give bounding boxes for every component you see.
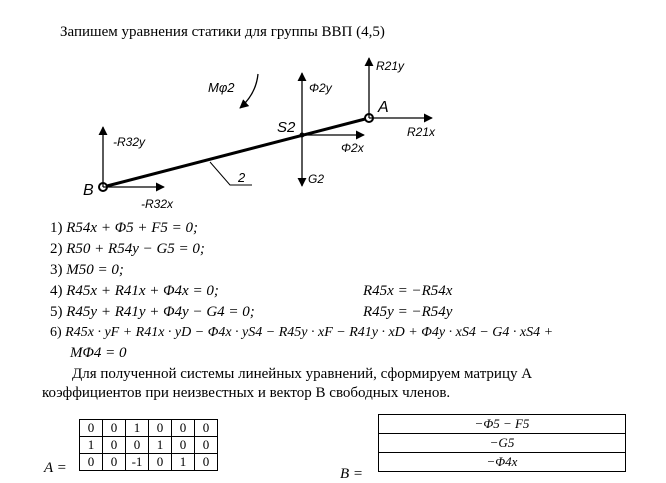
label-s2: S2 [277, 119, 296, 136]
side-equation-4: R45x = −R54x [363, 283, 453, 299]
label-r32x: -R32x [141, 197, 174, 211]
matrix-cell: 0 [80, 420, 103, 437]
vector-cell: −Φ4x [379, 453, 626, 472]
matrix-cell: 0 [103, 437, 126, 454]
matrix-row [80, 454, 218, 471]
label-r32y: -R32y [113, 135, 146, 149]
intro-text: Запишем уравнения статики для группы ВВП (4,5) [60, 24, 385, 40]
matrix-cell: 1 [172, 454, 195, 471]
matrix-cell: 0 [195, 437, 218, 454]
matrix-cell: 1 [80, 437, 103, 454]
vector-row [379, 453, 626, 472]
matrix-cell: 0 [172, 420, 195, 437]
label-phi2y: Φ2y [309, 81, 332, 95]
vector-cell: −Φ5 − F5 [379, 415, 626, 434]
equation-3: 3) M50 = 0; [50, 262, 124, 278]
vector-b-label: B = [340, 466, 364, 482]
equation-1: 1) R54x + Φ5 + F5 = 0; [50, 220, 199, 236]
equation-6: 6) R45x · yF + R41x · yD − Φ4x · yS4 − R45y · xF − R41y · xD + Φ4y · xS4 − G4 · xS4 + [50, 325, 554, 340]
matrix-row [80, 437, 218, 454]
matrix-cell: 0 [149, 454, 172, 471]
paragraph-line-2: коэффициентов при неизвестных и вектор B свободных членов. [42, 385, 451, 401]
matrix-a [79, 419, 218, 471]
label-r21y: R21y [376, 59, 405, 73]
label-g2: G2 [308, 172, 325, 186]
vector-b [378, 414, 626, 472]
matrix-cell: 0 [195, 454, 218, 471]
equation-4: 4) R45x + R41x + Φ4x = 0; [50, 283, 219, 299]
matrix-cell: -1 [126, 454, 149, 471]
matrix-cell: 0 [103, 454, 126, 471]
equation-5: 5) R45y + R41y + Φ4y − G4 = 0; [50, 304, 255, 320]
vector-row [379, 434, 626, 453]
matrix-cell: 0 [149, 420, 172, 437]
label-m-phi2: Mφ2 [208, 80, 235, 95]
equation-2: 2) R50 + R54y − G5 = 0; [50, 241, 205, 257]
matrix-row [80, 420, 218, 437]
matrix-cell: 0 [195, 420, 218, 437]
matrix-a-label: A = [44, 460, 67, 476]
link-leader [210, 162, 252, 185]
matrix-cell: 0 [103, 420, 126, 437]
label-r21x: R21x [407, 125, 436, 139]
link-bar [103, 118, 369, 187]
equation-6-cont: MΦ4 = 0 [70, 345, 127, 361]
side-equation-5: R45y = −R54y [363, 304, 453, 320]
arrow-moment [240, 74, 258, 108]
paragraph-line-1: Для полученной системы линейных уравнений, сформируем матрицу A [72, 366, 533, 382]
label-b: B [83, 182, 94, 199]
label-phi2x: Φ2x [341, 141, 364, 155]
vector-cell: −G5 [379, 434, 626, 453]
label-a: A [378, 99, 389, 116]
matrix-cell: 0 [80, 454, 103, 471]
matrix-cell: 1 [126, 420, 149, 437]
matrix-cell: 1 [149, 437, 172, 454]
matrix-cell: 0 [126, 437, 149, 454]
vector-row [379, 415, 626, 434]
label-link-2: 2 [238, 170, 246, 185]
matrix-cell: 0 [172, 437, 195, 454]
